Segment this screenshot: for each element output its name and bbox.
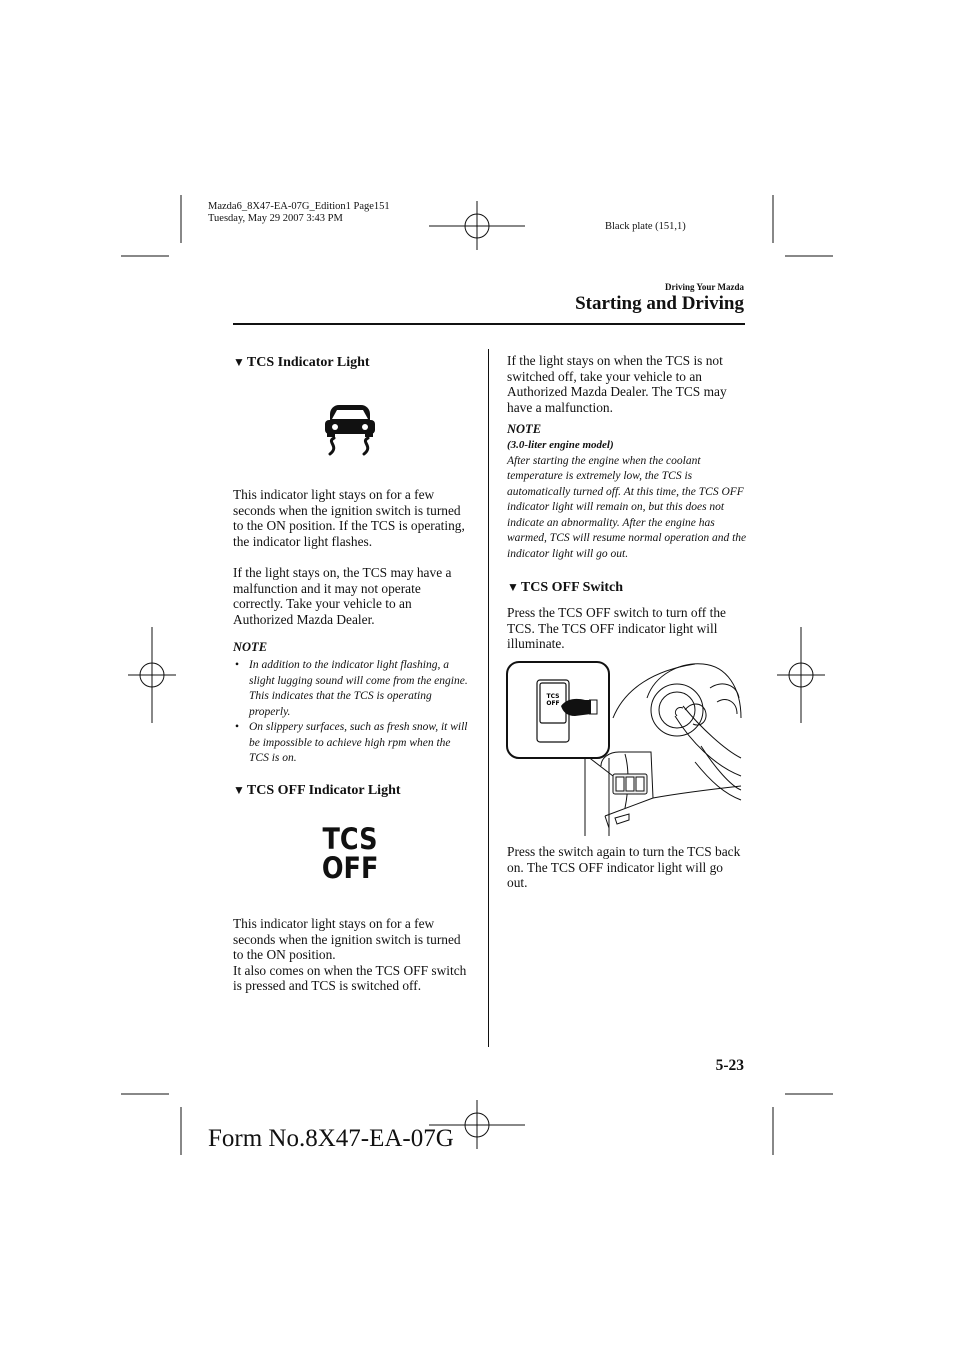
note-item-text: On slippery surfaces, such as fresh snow, it will be impossible to achieve high rpm when the TCS is on.	[249, 721, 468, 764]
note-item	[233, 658, 473, 720]
heading-marker: ▼	[233, 783, 245, 797]
right-paragraph-top	[507, 353, 743, 415]
tcs-indicator-paragraph-2	[233, 565, 469, 627]
heading-marker: ▼	[507, 580, 519, 594]
right-note	[507, 422, 747, 562]
tcs-off-icon-line-2: OFF	[321, 851, 379, 885]
note-subtitle: (3.0-liter engine model)	[507, 439, 614, 451]
note-list	[233, 658, 473, 767]
header-rule	[233, 323, 745, 325]
print-header	[208, 201, 468, 225]
tcs-off-indicator-paragraph	[233, 916, 473, 994]
heading-text: TCS OFF Indicator Light	[246, 783, 401, 798]
tcs-off-icon-line-1: TCS	[322, 822, 378, 856]
paragraph-text: This indicator light stays on for a few seconds when the ignition switch is turned to the ON position.	[233, 916, 461, 963]
bullet: •	[235, 721, 240, 733]
paragraph-text: Press the switch again to turn the TCS back on. The TCS OFF indicator light will go out.	[507, 844, 741, 891]
black-plate-label: Black plate (151,1)	[605, 221, 686, 232]
inset-label-line-1: TCS	[546, 693, 560, 700]
chapter-title: Driving Your Mazda	[664, 282, 744, 292]
bullet: •	[235, 659, 240, 671]
note-item-text: In addition to the indicator light flashing, a slight lugging sound will come from the engine. This indicates that the TCS is operating properly.	[249, 659, 468, 718]
section-title: Starting and Driving	[575, 293, 744, 314]
tcs-off-indicator-icon	[321, 822, 379, 885]
paragraph-text: This indicator light stays on for a few seconds when the ignition switch is turned to the ON position. If the TCS is operating, the indicator light flashes.	[233, 487, 465, 549]
tcs-indicator-note	[233, 640, 473, 767]
skidding-car-icon	[322, 402, 378, 458]
paragraph-text: If the light stays on when the TCS is not switched off, take your vehicle to an Authorized Mazda Dealer. The TCS may have a malfunction.	[507, 353, 727, 415]
inset-label-line-2: OFF	[546, 700, 560, 707]
heading-tcs-indicator-light	[233, 353, 370, 372]
heading-tcs-off-indicator-light	[233, 781, 401, 800]
paragraph-text: If the light stays on, the TCS may have a malfunction and it may not operate correctly. Take your vehicle to an Authorized Mazda Dealer.	[233, 565, 452, 627]
print-file-line: Mazda6_8X47-EA-07G_Edition1 Page151	[208, 201, 390, 212]
note-text: After starting the engine when the coolant temperature is extremely low, the TCS is automatically turned off. At this time, the TCS OFF indicator light will remain on, but this does not indicate an abnormality. After the engine has warmed, TCS will resume normal operation and the indicator light will go out.	[507, 454, 747, 560]
tcs-off-switch-paragraph-1	[507, 605, 743, 652]
form-number: Form No.8X47-EA-07G	[208, 1125, 454, 1152]
heading-text: TCS Indicator Light	[246, 355, 370, 370]
paragraph-text: It also comes on when the TCS OFF switch is pressed and TCS is switched off.	[233, 962, 467, 994]
column-divider	[488, 349, 489, 1047]
heading-tcs-off-switch	[507, 578, 623, 597]
note-item	[233, 720, 473, 767]
print-date-line: Tuesday, May 29 2007 3:43 PM	[208, 213, 343, 224]
heading-marker: ▼	[233, 355, 245, 369]
tcs-off-switch-illustration	[505, 658, 743, 836]
note-label: NOTE	[507, 422, 542, 436]
tcs-indicator-paragraph-1	[233, 487, 473, 549]
heading-text: TCS OFF Switch	[520, 580, 624, 595]
tcs-off-switch-paragraph-2	[507, 844, 743, 891]
note-label: NOTE	[233, 640, 268, 654]
paragraph-text: Press the TCS OFF switch to turn off the TCS. The TCS OFF indicator light will illuminate.	[507, 605, 726, 652]
page-number: 5-23	[715, 1057, 744, 1074]
